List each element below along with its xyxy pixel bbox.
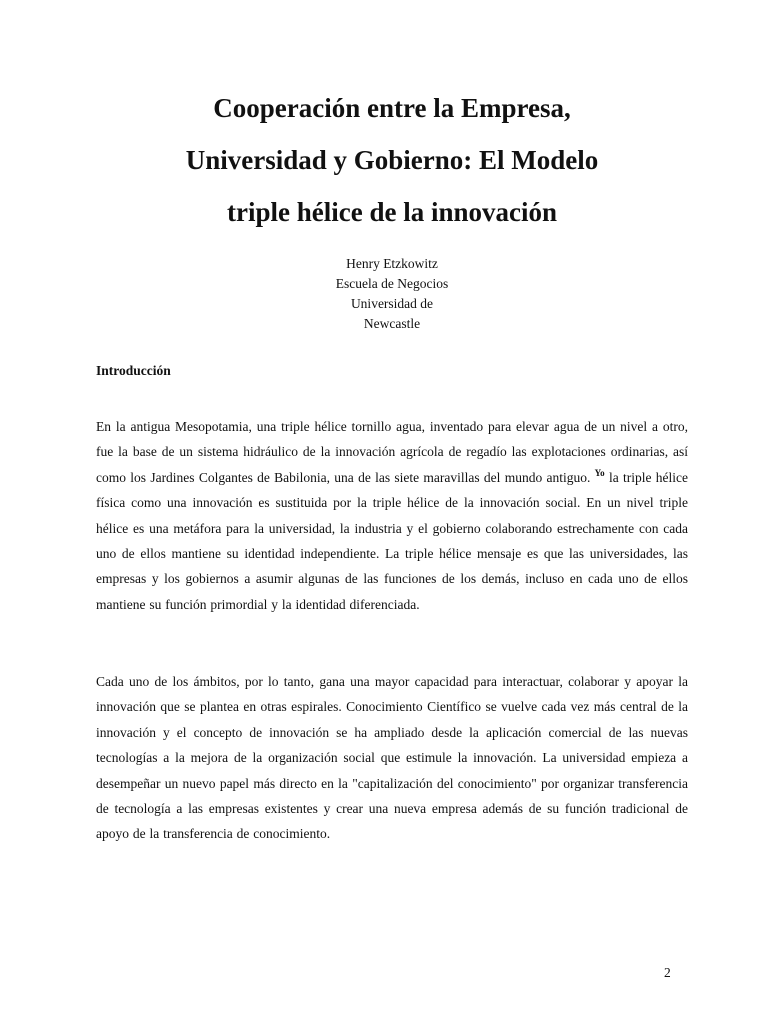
author-name: Henry Etzkowitz	[346, 256, 438, 271]
title-line-3: triple hélice de la innovación	[227, 197, 557, 227]
paragraph-1-part-1: En la antigua Mesopotamia, una triple hélice tornillo agua, inventado para elevar agua de un nivel a otro, fue la base de un sistema hidráulico de la innovación agrícola de regadío las explotaciones ordinarias, así como los Jardines Colgantes de Babilonia, una de las siete maravillas del mundo antiguo.	[96, 419, 688, 485]
document-title	[96, 82, 688, 238]
paragraph-2: Cada uno de los ámbitos, por lo tanto, gana una mayor capacidad para interactuar, colaborar y apoyar la innovación que se plantea en otras espirales. Conocimiento Científico se vuelve cada vez más central de la innovación y el concepto de innovación se ha ampliado desde la aplicación comercial de las nuevas tecnologías a la mejora de la organización social que estimule la innovación. La universidad empieza a desempeñar un nuevo papel más directo en la "capitalización del conocimiento" por organizar transferencia de tecnología a las empresas existentes y crear una nueva empresa además de su función tradicional de apoyo de la transferencia de conocimiento.	[96, 674, 688, 842]
title-line-1: Cooperación entre la Empresa,	[213, 93, 571, 123]
author-block	[96, 254, 688, 334]
author-affiliation-3: Newcastle	[363, 316, 421, 331]
footnote-marker[interactable]: Yo	[594, 467, 605, 478]
author-affiliation-1: Escuela de Negocios	[335, 276, 449, 291]
title-line-2: Universidad y Gobierno: El Modelo	[185, 145, 599, 175]
author-affiliation-2: Universidad de	[350, 296, 434, 311]
page-number: 2	[664, 965, 671, 980]
paragraph-1	[96, 414, 688, 617]
section-heading: Introducción	[96, 363, 171, 378]
paragraph-1-part-2: la triple hélice física como una innovación es sustituida por la triple hélice de la innovación social. En un nivel triple hélice es una metáfora para la universidad, la industria y el gobierno colaborando estrechamente con cada uno de ellos mantiene su identidad independiente. La triple hélice mensaje es que las universidades, las empresas y los gobiernos a asumir algunas de las funciones de los demás, incluso en cada uno de ellos mantiene su función primordial y la identidad diferenciada.	[96, 469, 688, 612]
